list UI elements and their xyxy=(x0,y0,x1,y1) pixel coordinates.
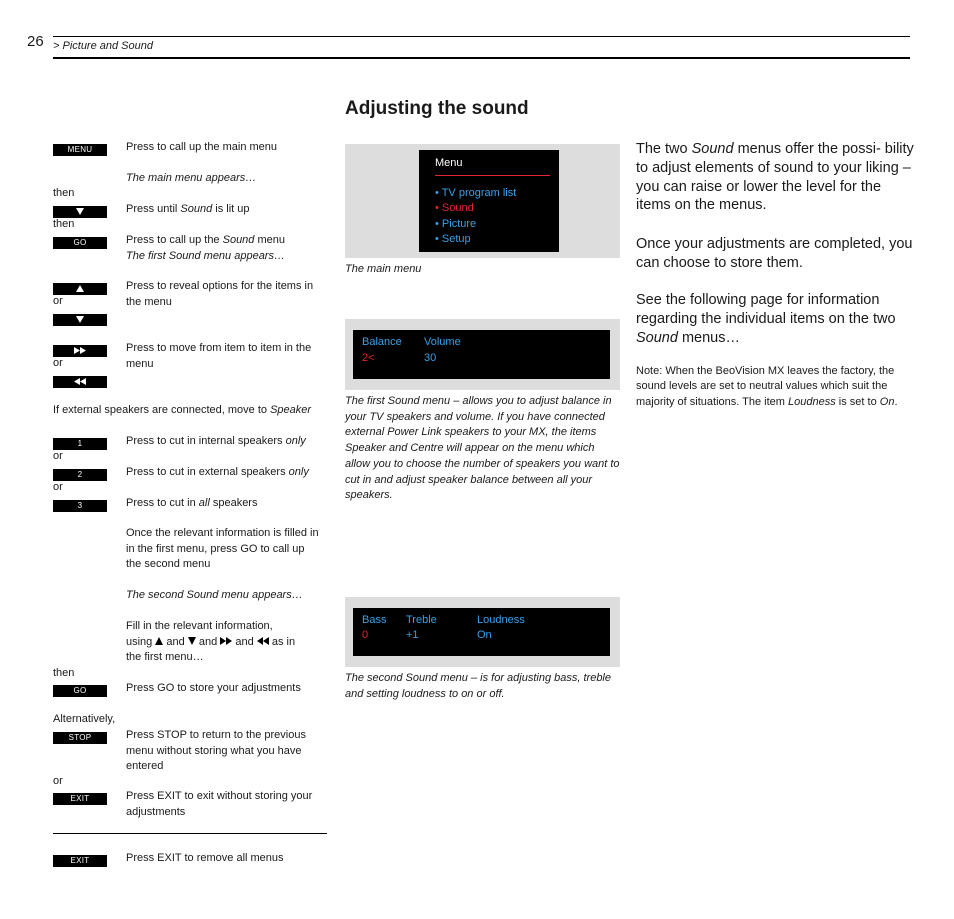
loudness-label: Loudness xyxy=(477,614,525,626)
or-label: or xyxy=(53,775,63,787)
digit-2-button: 2 xyxy=(53,469,107,481)
digit-3-button: 3 xyxy=(53,500,107,512)
step-note: The second Sound menu appears… xyxy=(126,589,303,601)
menu-item-sound: • Sound xyxy=(435,202,474,214)
down-button xyxy=(53,314,107,326)
step-text: Fill in the relevant information, using and and and as in the first menu… xyxy=(126,620,296,663)
volume-label: Volume xyxy=(424,336,461,348)
step-text: Press to call up the main menu xyxy=(126,141,278,153)
step-text: Press to move from item to item in the menu xyxy=(126,342,312,370)
divider xyxy=(53,833,327,834)
then-label: then xyxy=(53,218,75,230)
step-text: Press to call up the Sound menu The first Sound menu appears… xyxy=(126,234,285,262)
treble-value: +1 xyxy=(406,629,419,641)
page-number: 26 xyxy=(27,33,44,50)
section-breadcrumb: > Picture and Sound xyxy=(53,40,153,52)
sound-menu-1-caption: The first Sound menu – allows you to adjust balance in your TV speakers and volume. If you have connected external Power Link speakers to your MX, the items Speaker and Centre will appear on the menu which allow you to choose the number of speakers you want to cut in and adjust speaker balance between all your speakers. xyxy=(345,395,620,502)
speaker-intro: If external speakers are connected, move to Speaker xyxy=(53,404,312,416)
menu-button: MENU xyxy=(53,144,107,156)
sound-menu-1-screen xyxy=(353,330,610,379)
loudness-value: On xyxy=(477,629,492,641)
bass-label: Bass xyxy=(362,614,387,626)
step-text: Press to cut in external speakers only xyxy=(126,466,309,478)
go-button: GO xyxy=(53,685,107,697)
down-arrow-icon xyxy=(76,208,84,215)
then-label: then xyxy=(53,667,75,679)
sound-menu-2-screen xyxy=(353,608,610,656)
treble-label: Treble xyxy=(406,614,437,626)
step-text: Press to reveal options for the items in the menu xyxy=(126,280,314,308)
fast-forward-icon xyxy=(220,637,232,645)
stop-button: STOP xyxy=(53,732,107,744)
fast-forward-icon xyxy=(74,347,86,354)
exit-button: EXIT xyxy=(53,793,107,805)
or-label: or xyxy=(53,481,63,493)
rewind-button xyxy=(53,376,107,388)
menu-title: Menu xyxy=(435,157,463,169)
rewind-icon xyxy=(74,378,86,385)
bass-value: 0 xyxy=(362,629,369,641)
volume-value: 30 xyxy=(424,352,437,364)
page-title: Adjusting the sound xyxy=(345,98,529,119)
step-text: Press GO to store your adjustments xyxy=(126,682,301,694)
menu-item-picture: • Picture xyxy=(435,218,477,230)
go-button: GO xyxy=(53,237,107,249)
main-menu-screen xyxy=(419,150,559,252)
down-arrow-icon xyxy=(76,316,84,323)
body-paragraph-3: See the following page for information regarding the individual items on the two Sound menus… xyxy=(636,292,896,346)
exit-button: EXIT xyxy=(53,855,107,867)
step-text: Press EXIT to exit without storing your adjustments xyxy=(126,790,313,818)
up-arrow-icon xyxy=(76,285,84,292)
step-text: Press until Sound is lit up xyxy=(126,203,250,215)
sound-menu-2-caption: The second Sound menu – is for adjusting bass, treble and setting loudness to on or off. xyxy=(345,672,611,700)
note-paragraph: Note: When the BeoVision MX leaves the factory, the sound levels are set to neutral values which suit the majority of situations. The item Loudness is set to On. xyxy=(636,365,898,408)
or-label: or xyxy=(53,295,63,307)
then-label: then xyxy=(53,187,75,199)
digit-1-button: 1 xyxy=(53,438,107,450)
body-paragraph-2: Once your adjustments are completed, you can choose to store them. xyxy=(636,236,913,271)
step-text: Once the relevant information is filled in in the first menu, press GO to call up the second menu xyxy=(126,527,319,570)
sound-menu-1-frame xyxy=(345,319,620,390)
balance-value: 2< xyxy=(362,352,375,364)
step-text: Press EXIT to remove all menus xyxy=(126,852,284,864)
header-top-rule xyxy=(53,36,910,37)
sound-menu-2-frame xyxy=(345,597,620,667)
step-note: The main menu appears… xyxy=(126,172,257,184)
main-menu-frame xyxy=(345,144,620,258)
menu-item-setup: • Setup xyxy=(435,233,471,245)
balance-label: Balance xyxy=(362,336,402,348)
rewind-icon xyxy=(257,637,269,645)
step-text: Press STOP to return to the previous menu without storing what you have entered xyxy=(126,729,306,772)
alternatively-label: Alternatively, xyxy=(53,713,116,725)
or-label: or xyxy=(53,450,63,462)
body-paragraph-1: The two Sound menus offer the possi- bility to adjust elements of sound to your liking – you can raise or lower the level for the items on the menus. xyxy=(636,141,914,214)
header-bottom-rule xyxy=(53,57,910,59)
menu-title-underline xyxy=(435,175,550,176)
menu-item-tv-program-list: • TV program list xyxy=(435,187,517,199)
main-menu-caption: The main menu xyxy=(345,263,422,275)
down-arrow-icon xyxy=(188,637,196,645)
or-label: or xyxy=(53,357,63,369)
step-text: Press to cut in all speakers xyxy=(126,497,258,509)
step-text: Press to cut in internal speakers only xyxy=(126,435,306,447)
